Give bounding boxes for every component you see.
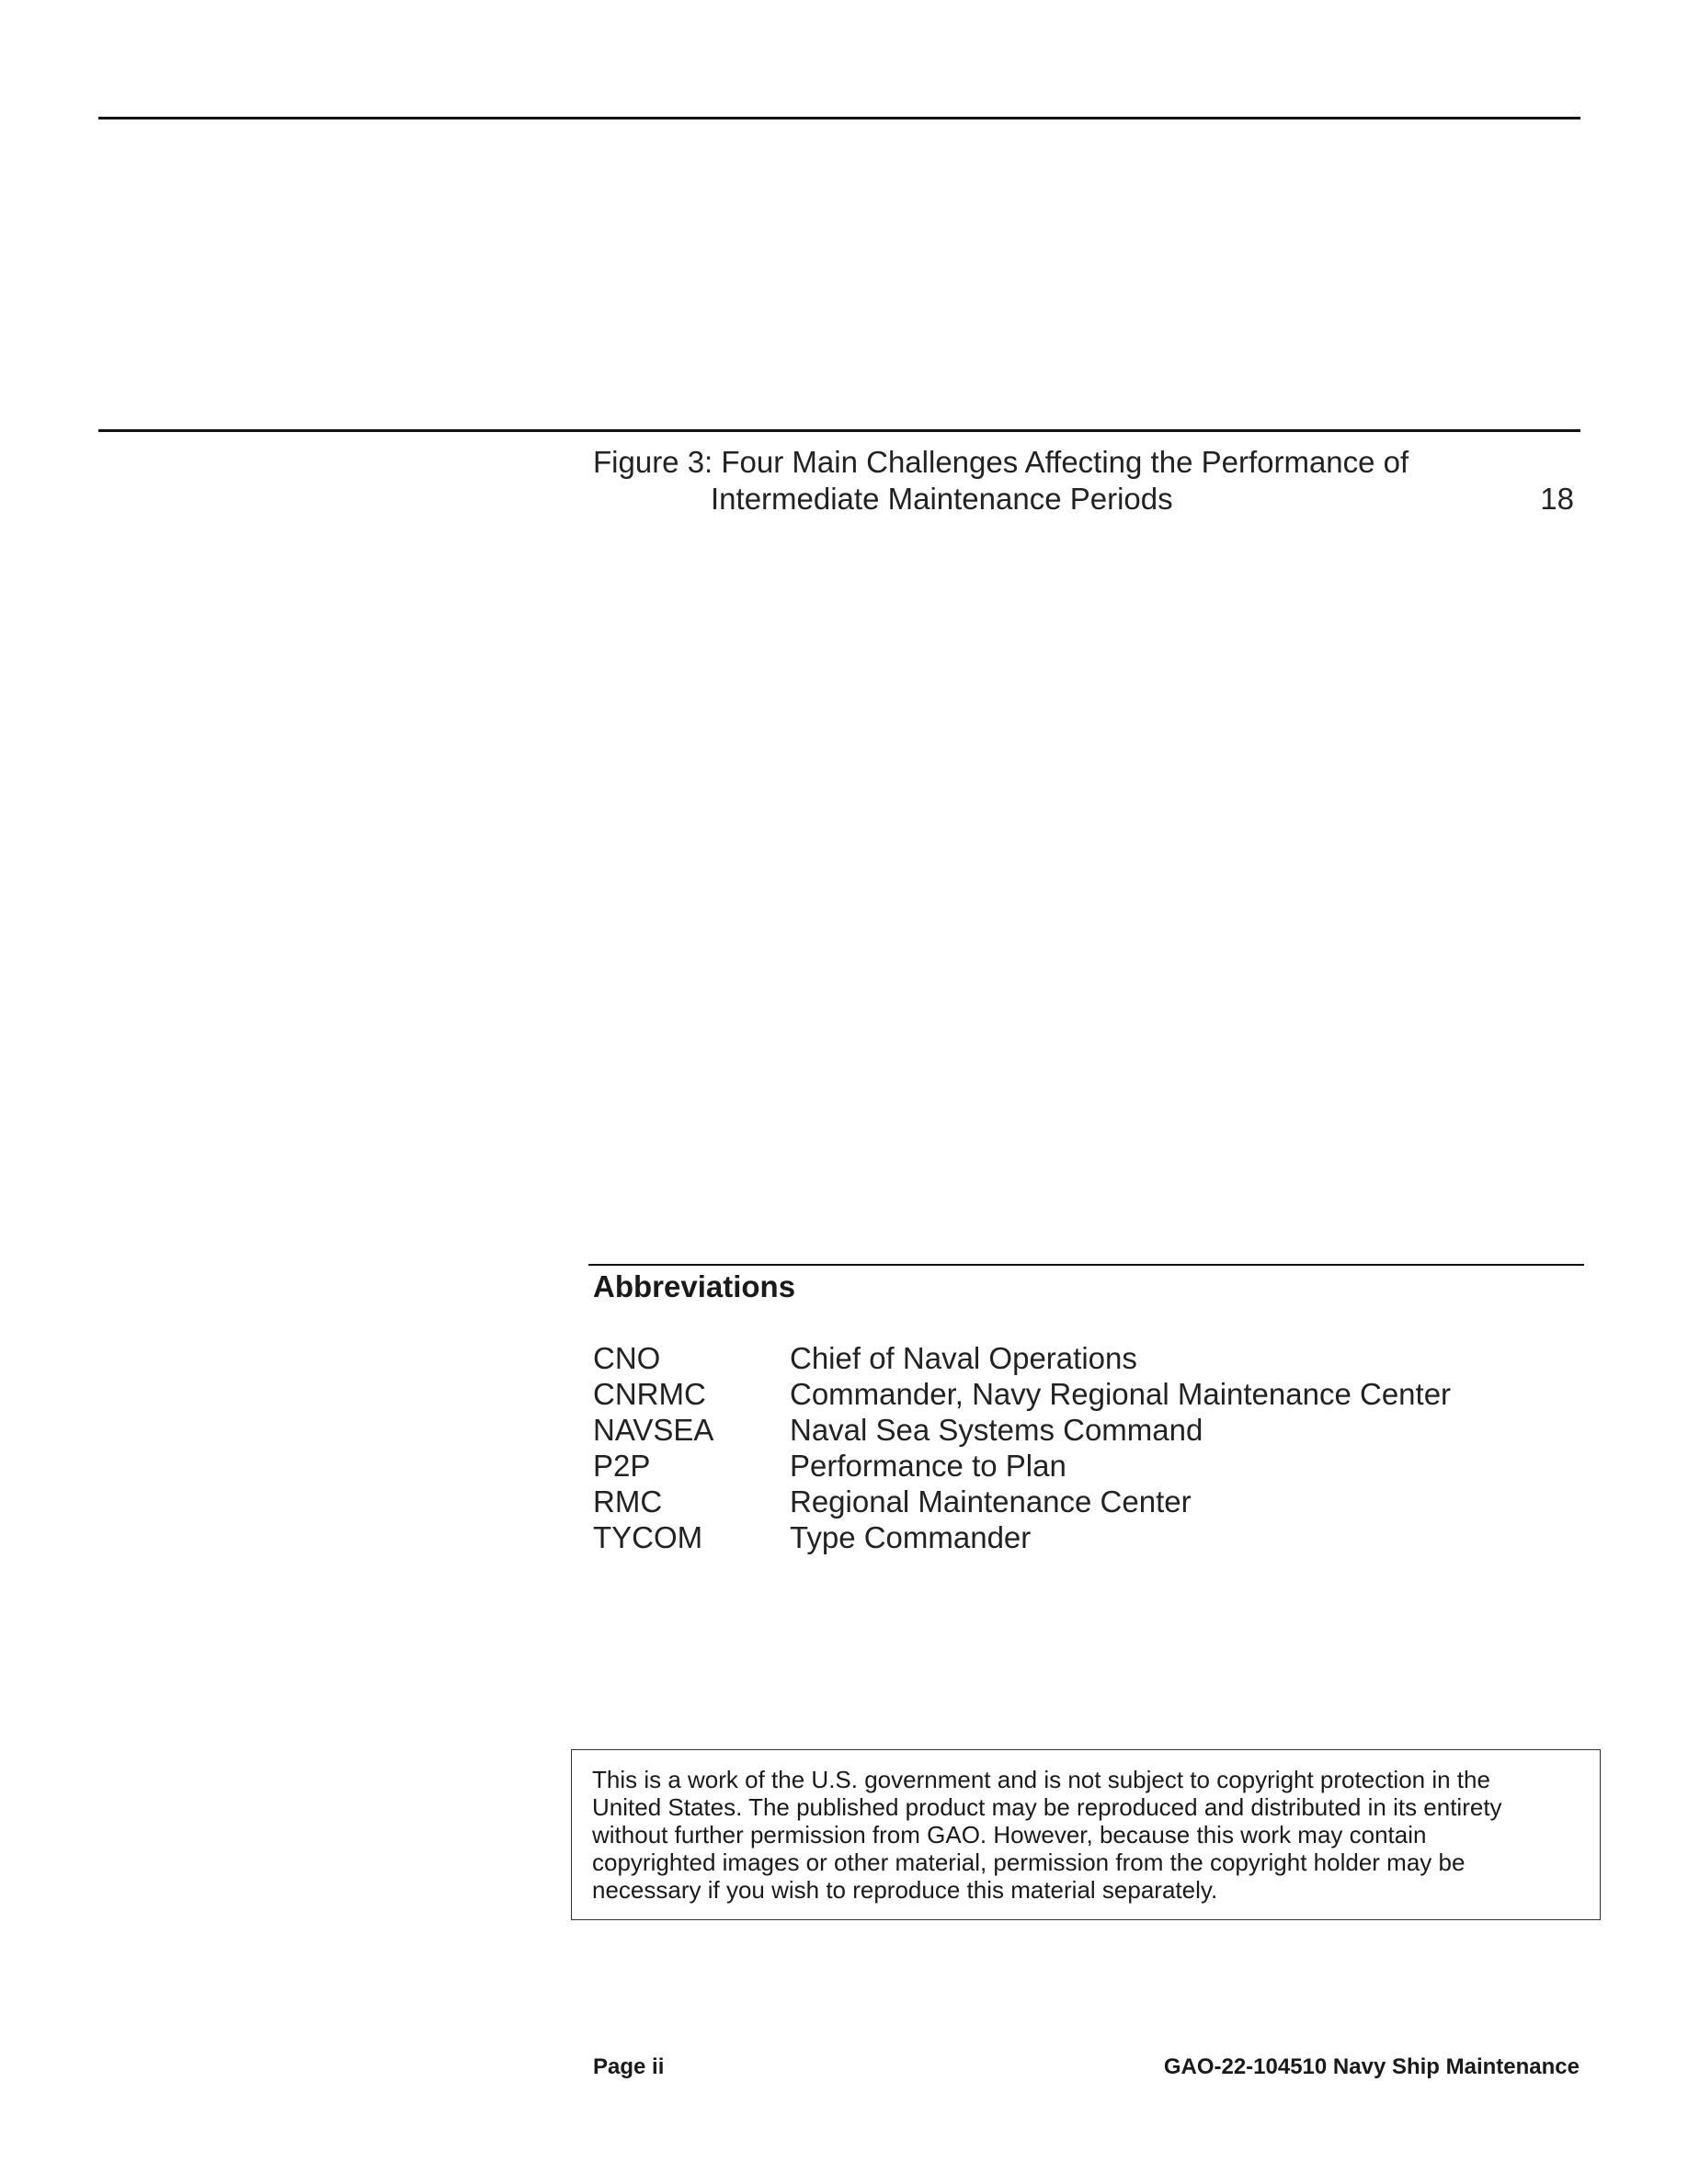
notice-line: copyrighted images or other material, permission from the copyright holder may be <box>592 1848 1466 1876</box>
section-divider <box>98 429 1580 432</box>
copyright-notice <box>571 1749 1601 1920</box>
abbreviation-term: NAVSEA <box>593 1413 714 1447</box>
figure-page-number: 18 <box>1540 482 1574 516</box>
abbreviation-term: P2P <box>593 1449 651 1483</box>
abbreviation-definition: Commander, Navy Regional Maintenance Center <box>790 1377 1452 1411</box>
figure-title-line1: Figure 3: Four Main Challenges Affecting the Performance of <box>593 445 1409 479</box>
abbreviation-definition: Chief of Naval Operations <box>790 1341 1137 1375</box>
abbreviation-term: CNRMC <box>593 1377 706 1411</box>
notice-line: necessary if you wish to reproduce this material separately. <box>592 1876 1218 1904</box>
abbreviations-divider <box>588 1264 1584 1266</box>
notice-line: without further permission from GAO. However, because this work may contain <box>592 1821 1427 1848</box>
list-item <box>593 1340 1568 1376</box>
notice-line: United States. The published product may be reproduced and distributed in its entirety <box>592 1793 1502 1821</box>
figure-title-line2: Intermediate Maintenance Periods <box>711 482 1173 516</box>
list-item <box>593 1412 1568 1448</box>
footer-report-id: GAO-22-104510 Navy Ship Maintenance <box>1163 2054 1580 2079</box>
notice-line: This is a work of the U.S. government and is not subject to copyright protection in the <box>592 1766 1490 1793</box>
list-item <box>593 1519 1568 1555</box>
abbreviation-term: CNO <box>593 1341 661 1375</box>
abbreviation-term: TYCOM <box>593 1520 703 1554</box>
figure-toc-entry[interactable] <box>593 444 1574 518</box>
abbreviation-definition: Type Commander <box>790 1520 1032 1554</box>
abbreviation-term: RMC <box>593 1484 663 1519</box>
footer-page-number: Page ii <box>593 2054 665 2079</box>
abbreviation-definition: Regional Maintenance Center <box>790 1484 1192 1519</box>
abbreviation-definition: Performance to Plan <box>790 1449 1066 1483</box>
abbreviations-list <box>593 1340 1568 1555</box>
list-item <box>593 1448 1568 1484</box>
list-item <box>593 1484 1568 1519</box>
list-item <box>593 1376 1568 1412</box>
abbreviations-heading: Abbreviations <box>593 1269 796 1303</box>
top-divider <box>98 117 1580 119</box>
abbreviation-definition: Naval Sea Systems Command <box>790 1413 1203 1447</box>
